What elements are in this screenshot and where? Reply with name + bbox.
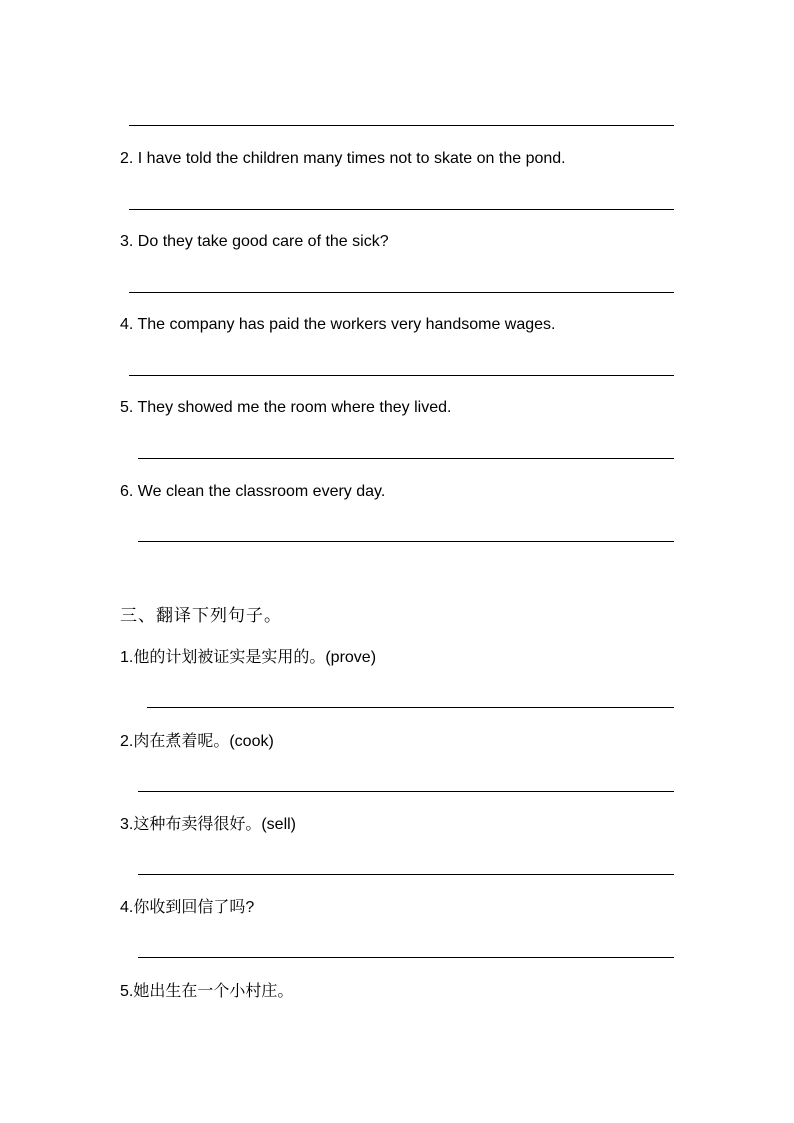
translation-1: 1.他的计划被证实是实用的。(prove) [120,649,377,666]
translation-3: 3.这种布卖得很好。(sell) [120,816,297,833]
translation-2: 2.肉在煮着呢。(cook) [120,733,274,750]
answer-line-1 [129,125,674,126]
sentence-3: 3. Do they take good care of the sick? [120,233,389,250]
answer-line-6 [138,541,674,542]
translation-5: 5.她出生在一个小村庄。 [120,983,294,1000]
translation-line-1 [147,707,674,708]
answer-line-4 [129,375,674,376]
sentence-6: 6. We clean the classroom every day. [120,483,386,500]
sentence-4: 4. The company has paid the workers very handsome wages. [120,316,556,333]
sentence-5: 5. They showed me the room where they lived. [120,399,452,416]
translation-line-3 [138,874,674,875]
translation-line-4 [138,957,674,958]
answer-line-5 [138,458,674,459]
section-three-heading: 三、翻译下列句子。 [120,606,282,625]
answer-line-2 [129,209,674,210]
answer-line-3 [129,292,674,293]
translation-line-2 [138,791,674,792]
translation-4: 4.你收到回信了吗? [120,899,255,916]
sentence-2: 2. I have told the children many times not to skate on the pond. [120,150,566,167]
